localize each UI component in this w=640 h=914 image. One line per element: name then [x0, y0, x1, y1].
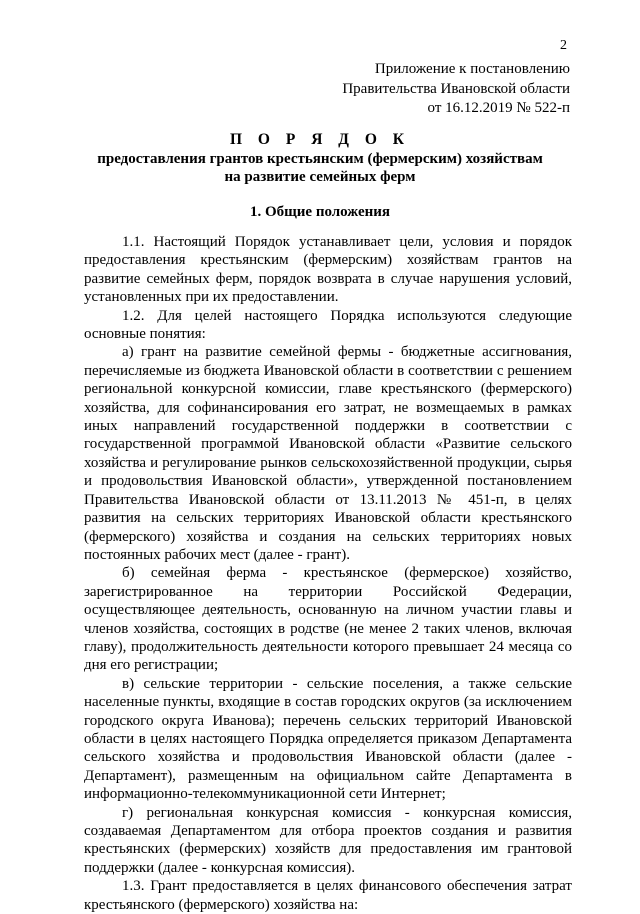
- appendix-line: Приложение к постановлению: [374, 61, 570, 77]
- section-heading: 1. Общие положения: [249, 204, 391, 220]
- paragraph-1-1: 1.1. Настоящий Порядок устанавливает цели, условия и порядок предоставления крестьянским (фермерским) хозяйствам грантов на развитие семейных ферм, порядок возврата в случае нарушения условий, установленных при их предоставлении.: [84, 234, 572, 306]
- document-subtitle: [0, 150, 640, 186]
- subtitle-line: предоставления грантов крестьянским (фермерским) хозяйствам: [97, 151, 543, 167]
- definition-b: б) семейная ферма - крестьянское (фермерское) хозяйство, зарегистрированное на территории Российской Федерации, осуществляющее деятельность, основанную на личном участии главы и членов хозяйства, состоящих в родстве (не менее 2 таких членов, включая главу), продолжительность деятельности которого превышает 24 месяца со дня его регистрации;: [84, 565, 572, 674]
- appendix-line: Правительства Ивановской области: [342, 80, 570, 97]
- definition-v: в) сельские территории - сельские поселения, а также сельские населенные пункты, входящие в состав городских округов (за исключением городского округа Иванова); перечень сельских территорий Ивановской области в целях настоящего Порядка определяется приказом Департамента сельского хозяйства и продовольствия Ивановской области (далее - Департамент), размещенным на официальном сайте Департамента в информационно-телекоммуникационной сети Интернет;: [84, 675, 572, 803]
- definition-g: г) региональная конкурсная комиссия - конкурсная комиссия, создаваемая Департаментом для отбора проектов создания и развития крестьянских (фермерских) хозяйств для предоставления им грантовой поддержки (далее - конкурсная комиссия).: [84, 804, 572, 876]
- subtitle-line: на развитие семейных ферм: [224, 169, 416, 185]
- appendix-line: от 16.12.2019 № 522-п: [427, 100, 570, 116]
- paragraph-1-3: 1.3. Грант предоставляется в целях финансового обеспечения затрат крестьянского (фермерского) хозяйства на:: [84, 878, 572, 913]
- document-body: [84, 233, 572, 914]
- paragraph-1-2: 1.2. Для целей настоящего Порядка используются следующие основные понятия:: [84, 307, 572, 343]
- appendix-reference: [342, 60, 570, 119]
- document-title: П О Р Я Д О К: [230, 131, 410, 148]
- definition-a: а) грант на развитие семейной фермы - бюджетные ассигнования, перечисляемые из бюджета Ивановской области в соответствии с решением региональной конкурсной комиссии, главе крестьянского (фермерского) хозяйства, для софинансирования его затрат, не возмещаемых в рамках иных направлений государственной поддержки в соответствии с государственной программой Ивановской области «Развитие сельского хозяйства и регулирование рынков сельскохозяйственной продукции, сырья и продовольствия Ивановской области», утвержденной постановлением Правительства Ивановской области от 13.11.2013 № 451-п, в целях развития на сельских территориях Ивановской области крестьянского (фермерского) хозяйства и создания на сельских территориях новых постоянных рабочих мест (далее - грант).: [84, 344, 572, 563]
- page-number: 2: [560, 38, 567, 53]
